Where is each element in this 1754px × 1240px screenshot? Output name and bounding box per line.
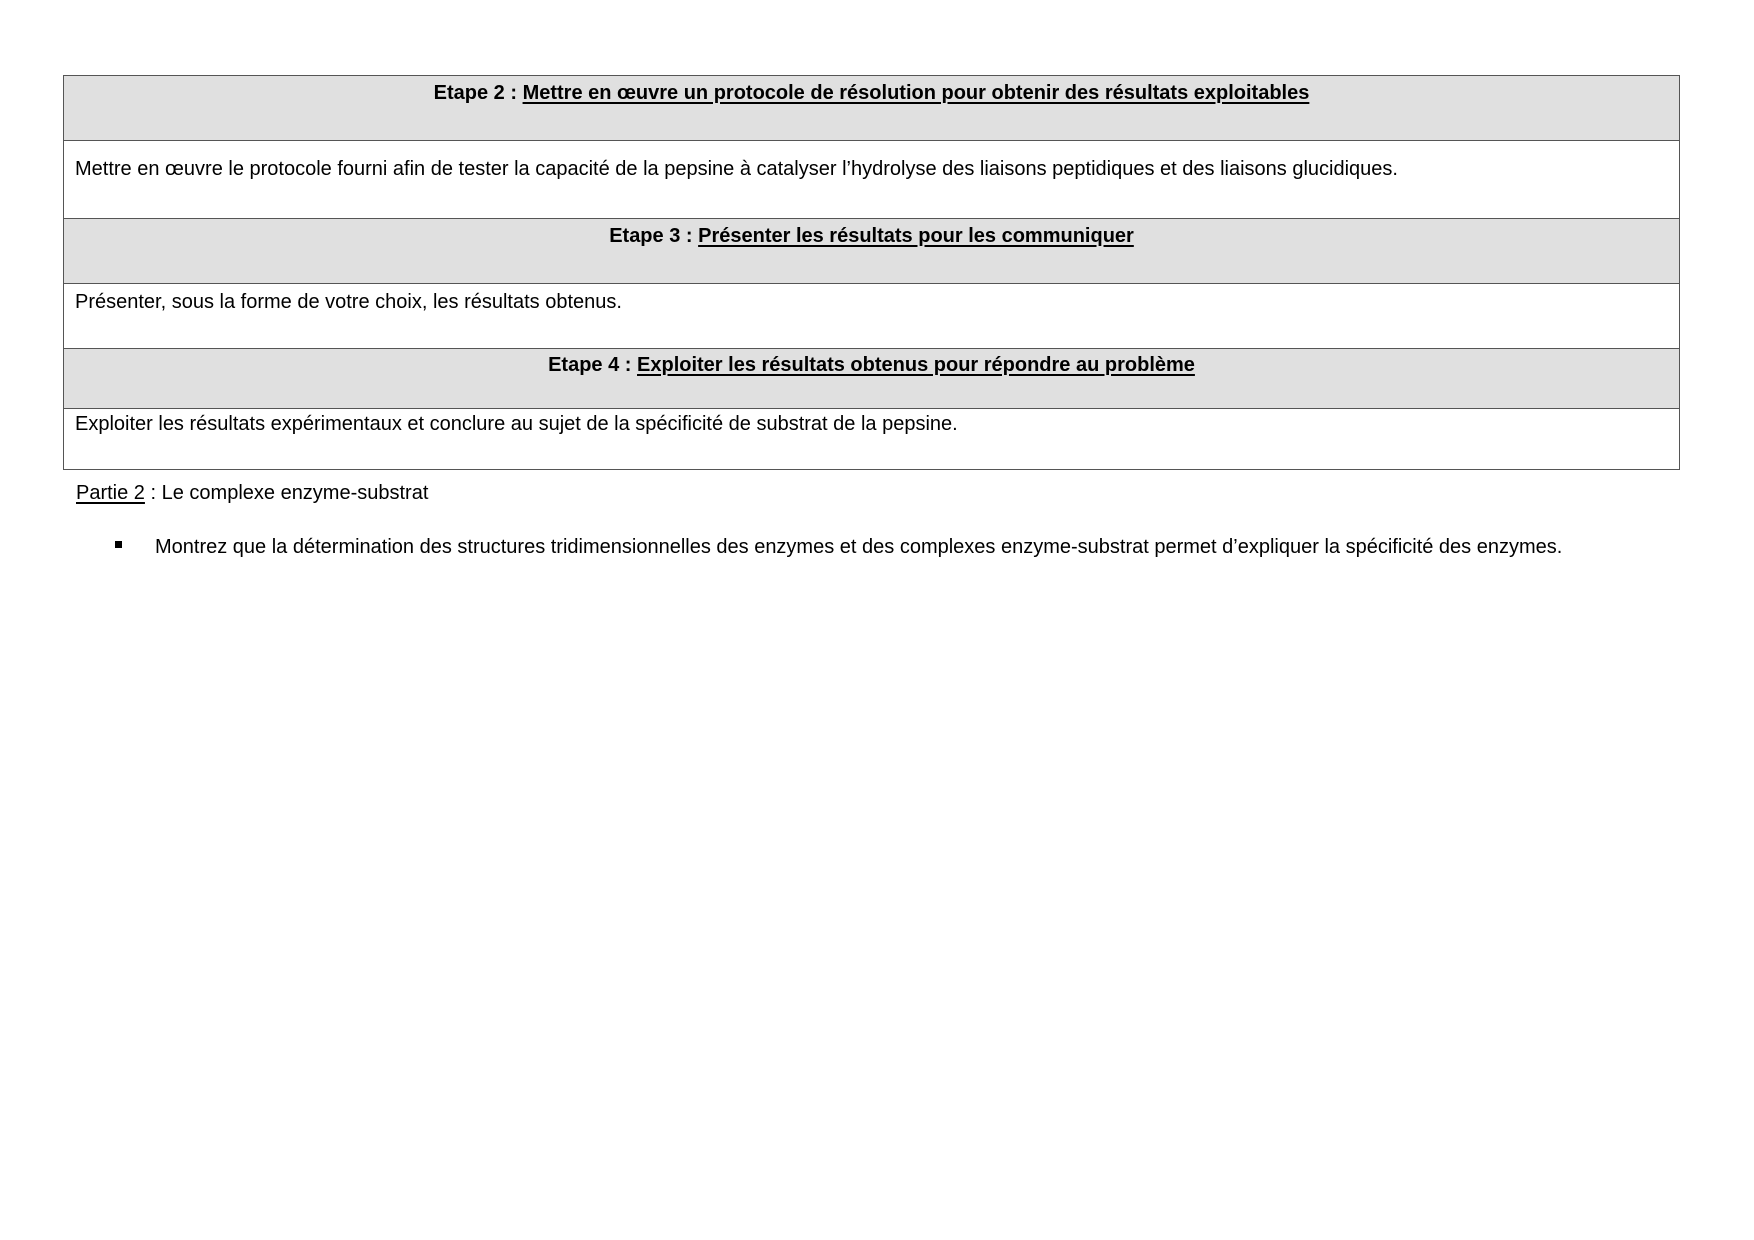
step-header-row (64, 219, 1680, 284)
step-body-row (64, 284, 1680, 349)
step-2-title: Mettre en œuvre un protocole de résolution pour obtenir des résultats exploitables (522, 82, 1310, 104)
steps-table (63, 75, 1680, 470)
step-body-row (64, 409, 1680, 470)
part-2-label: Partie 2 (76, 482, 145, 504)
step-header-row (64, 76, 1680, 141)
step-4-body: Exploiter les résultats expérimentaux et conclure au sujet de la spécificité de substrat de la pepsine. (64, 409, 1680, 470)
step-2-header (64, 76, 1680, 141)
square-bullet-icon (115, 541, 122, 548)
step-header-row (64, 349, 1680, 409)
step-2-body: Mettre en œuvre le protocole fourni afin de tester la capacité de la pepsine à catalyser l’hydrolyse des liaisons peptidiques et des liaisons glucidiques. (64, 141, 1680, 219)
step-3-body: Présenter, sous la forme de votre choix, les résultats obtenus. (64, 284, 1680, 349)
step-3-title: Présenter les résultats pour les communiquer (698, 225, 1134, 247)
step-body-row (64, 141, 1680, 219)
part-2-bullet-text: Montrez que la détermination des structures tridimensionnelles des enzymes et des complexes enzyme-substrat permet d’expliquer la spécificité des enzymes. (155, 536, 1563, 558)
step-4-header (64, 349, 1680, 409)
part-2-bullet-item (115, 535, 1562, 559)
step-4-number: Etape 4 : (548, 354, 638, 376)
part-2-heading (76, 481, 428, 505)
step-3-header (64, 219, 1680, 284)
step-4-title: Exploiter les résultats obtenus pour répondre au problème (637, 354, 1195, 376)
part-2-title: Le complexe enzyme-substrat (161, 482, 429, 504)
step-2-number: Etape 2 : (433, 82, 523, 104)
step-3-number: Etape 3 : (609, 225, 699, 247)
part-2-separator: : (144, 482, 162, 504)
